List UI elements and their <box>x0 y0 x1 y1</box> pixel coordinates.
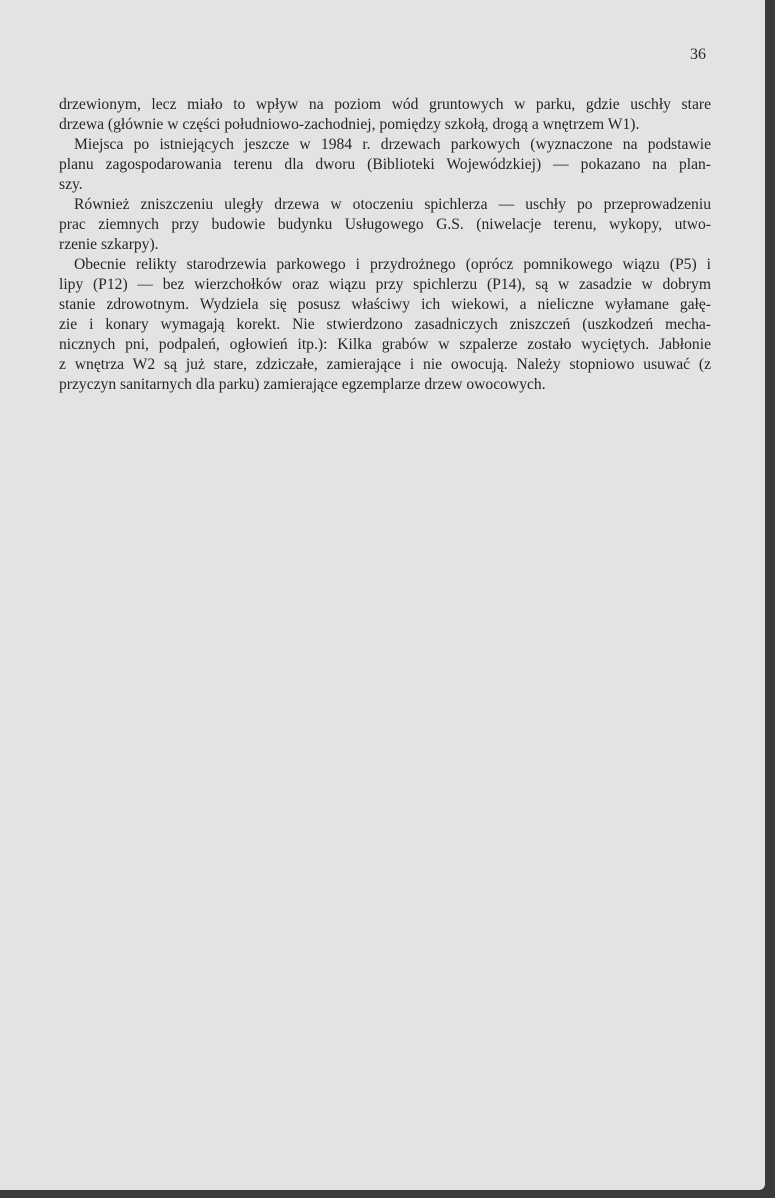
text-line: zie i konary wymagają korekt. Nie stwierdzono zasadniczych zniszczeń (uszkodzeń mecha- <box>59 316 711 333</box>
text-line: stanie zdrowotnym. Wydziela się posusz właściwy ich wiekowi, a nieliczne wyłamane gałę- <box>59 296 711 313</box>
text-line: lipy (P12) — bez wierzchołków oraz wiązu przy spichlerzu (P14), są w zasadzie w dobrym <box>59 276 711 293</box>
paragraph-4 <box>59 255 711 395</box>
text-line: drzewa (głównie w części południowo-zachodniej, pomiędzy szkołą, drogą a wnętrzem W1). <box>59 116 640 133</box>
paragraph-1 <box>59 95 711 135</box>
text-line: drzewionym, lecz miało to wpływ na poziom wód gruntowych w parku, gdzie uschły stare <box>59 96 711 113</box>
text-line: prac ziemnych przy budowie budynku Usługowego G.S. (niwelacje terenu, wykopy, utwo- <box>59 216 711 233</box>
text-line: z wnętrza W2 są już stare, zdziczałe, zamierające i nie owocują. Należy stopniowo usuwać (z <box>59 356 711 373</box>
text-line: nicznych pni, podpaleń, ogłowień itp.): Kilka grabów w szpalerze zostało wyciętych. Jabłonie <box>59 336 711 353</box>
paragraph-3 <box>59 195 711 255</box>
text-line: szy. <box>59 176 83 193</box>
page-number: 36 <box>690 46 706 63</box>
body-text <box>59 95 711 395</box>
text-line: przyczyn sanitarnych dla parku) zamierające egzemplarze drzew owocowych. <box>59 376 546 393</box>
text-line: Miejsca po istniejących jeszcze w 1984 r. drzewach parkowych (wyznaczone na podstawie <box>74 136 711 153</box>
text-line: Również zniszczeniu uległy drzewa w otoczeniu spichlerza — uschły po przeprowadzeniu <box>74 196 711 213</box>
text-line: Obecnie relikty starodrzewia parkowego i przydrożnego (oprócz pomnikowego wiązu (P5) i <box>74 256 711 273</box>
paragraph-2 <box>59 135 711 195</box>
text-line: planu zagospodarowania terenu dla dworu (Biblioteki Wojewódzkiej) — pokazano na plan- <box>59 156 711 173</box>
text-line: rzenie szkarpy). <box>59 236 159 253</box>
